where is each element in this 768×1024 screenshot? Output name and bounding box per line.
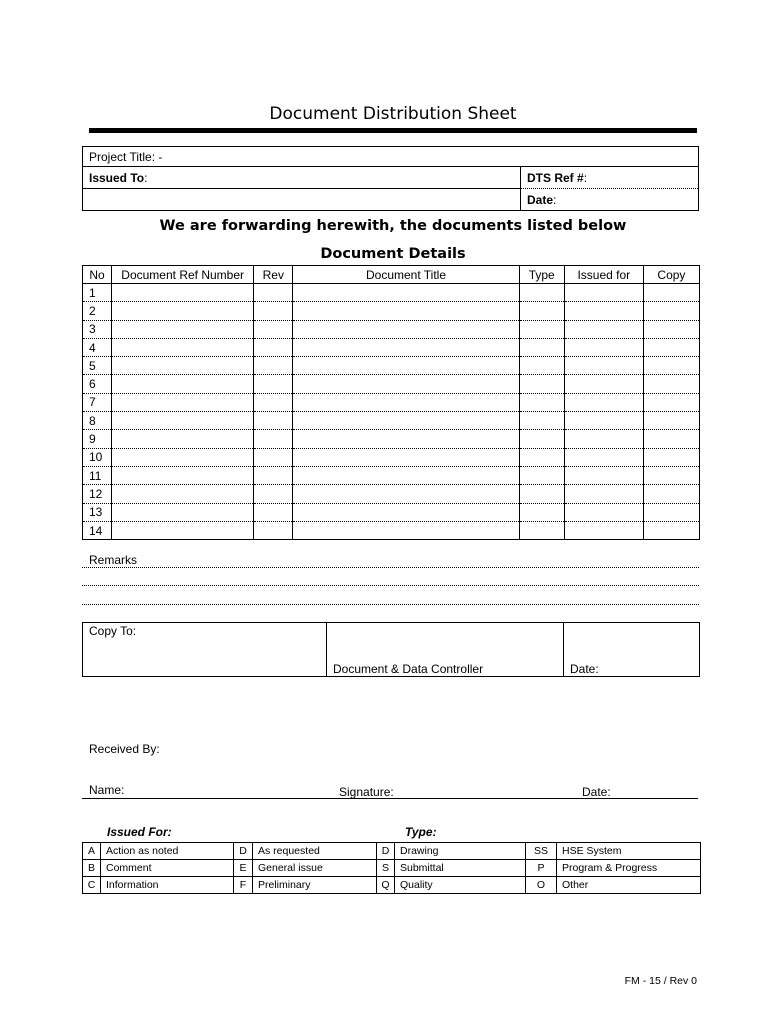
project-title-label: Project Title: - xyxy=(89,149,163,164)
controller-label: Document & Data Controller xyxy=(333,662,484,676)
table-cell-copy[interactable] xyxy=(643,448,699,466)
table-cell-rev[interactable] xyxy=(254,357,293,375)
table-cell-document-ref-number[interactable] xyxy=(112,430,254,448)
table-cell-document-ref-number[interactable] xyxy=(112,320,254,338)
table-cell-issued-for[interactable] xyxy=(564,521,643,539)
remarks-line[interactable] xyxy=(82,585,699,586)
legend-description: Information xyxy=(101,877,234,894)
table-cell-type[interactable] xyxy=(519,320,564,338)
table-row xyxy=(83,430,700,448)
table-cell-type[interactable] xyxy=(519,375,564,393)
copy-to-box xyxy=(82,622,700,677)
column-header: Copy xyxy=(643,266,699,284)
table-cell-document-ref-number[interactable] xyxy=(112,302,254,320)
remarks-line[interactable] xyxy=(82,604,699,605)
table-cell-rev[interactable] xyxy=(254,448,293,466)
form-number: FM - 15 / Rev 0 xyxy=(624,975,697,987)
table-cell-issued-for[interactable] xyxy=(564,393,643,411)
table-cell-rev[interactable] xyxy=(254,466,293,484)
table-cell-rev[interactable] xyxy=(254,302,293,320)
table-cell-issued-for[interactable] xyxy=(564,485,643,503)
table-cell-document-ref-number[interactable] xyxy=(112,466,254,484)
table-cell-copy[interactable] xyxy=(643,521,699,539)
row-number: 12 xyxy=(83,485,112,503)
page-title: Document Distribution Sheet xyxy=(269,104,517,124)
row-number: 3 xyxy=(83,320,112,338)
issued-to-field[interactable] xyxy=(83,167,521,189)
signature-label: Signature: xyxy=(339,785,394,799)
legend-description: Action as noted xyxy=(101,843,234,860)
legend-code: C xyxy=(83,877,101,894)
table-cell-type[interactable] xyxy=(519,302,564,320)
table-row xyxy=(83,320,700,338)
table-cell-document-title[interactable] xyxy=(293,448,519,466)
table-cell-issued-for[interactable] xyxy=(564,448,643,466)
project-title-field[interactable] xyxy=(83,147,699,167)
table-cell-type[interactable] xyxy=(519,485,564,503)
title-underline xyxy=(89,128,697,133)
table-cell-type[interactable] xyxy=(519,357,564,375)
table-cell-rev[interactable] xyxy=(254,485,293,503)
column-header: Document Ref Number xyxy=(112,266,254,284)
table-cell-issued-for[interactable] xyxy=(564,338,643,356)
column-header: Rev xyxy=(254,266,293,284)
table-cell-issued-for[interactable] xyxy=(564,284,643,302)
table-cell-type[interactable] xyxy=(519,430,564,448)
legend-code: S xyxy=(377,860,395,877)
legend-code: B xyxy=(83,860,101,877)
table-row xyxy=(83,412,700,430)
table-cell-issued-for[interactable] xyxy=(564,412,643,430)
copy-date-field[interactable] xyxy=(564,623,700,677)
copy-to-label: Copy To: xyxy=(89,624,137,638)
table-cell-document-ref-number[interactable] xyxy=(112,448,254,466)
table-cell-type[interactable] xyxy=(519,393,564,411)
forwarding-text: We are forwarding herewith, the documents listed below xyxy=(159,218,627,234)
legend-description: As requested xyxy=(253,843,377,860)
table-row xyxy=(83,393,700,411)
table-cell-rev[interactable] xyxy=(254,503,293,521)
table-cell-rev[interactable] xyxy=(254,320,293,338)
dts-ref-field[interactable] xyxy=(521,167,699,189)
row-number: 7 xyxy=(83,393,112,411)
remarks-label: Remarks xyxy=(89,553,138,567)
table-cell-rev[interactable] xyxy=(254,521,293,539)
table-cell-document-ref-number[interactable] xyxy=(112,284,254,302)
dts-ref-label: DTS Ref # xyxy=(527,170,584,185)
copy-to-field[interactable] xyxy=(83,623,327,677)
table-cell-document-title[interactable] xyxy=(293,338,519,356)
table-cell-issued-for[interactable] xyxy=(564,357,643,375)
legend-description: General issue xyxy=(253,860,377,877)
legend-code: D xyxy=(377,843,395,860)
table-cell-issued-for[interactable] xyxy=(564,302,643,320)
table-cell-issued-for[interactable] xyxy=(564,320,643,338)
table-cell-copy[interactable] xyxy=(643,466,699,484)
table-cell-rev[interactable] xyxy=(254,375,293,393)
table-cell-type[interactable] xyxy=(519,466,564,484)
table-cell-document-ref-number[interactable] xyxy=(112,393,254,411)
legend-description: Quality xyxy=(395,877,526,894)
table-cell-document-ref-number[interactable] xyxy=(112,521,254,539)
table-cell-type[interactable] xyxy=(519,521,564,539)
table-cell-document-title[interactable] xyxy=(293,485,519,503)
table-cell-copy[interactable] xyxy=(643,320,699,338)
column-header: No xyxy=(83,266,112,284)
table-cell-copy[interactable] xyxy=(643,393,699,411)
table-cell-copy[interactable] xyxy=(643,375,699,393)
legend-description: Preliminary xyxy=(253,877,377,894)
issued-to-extra-field[interactable] xyxy=(83,189,521,211)
row-number: 6 xyxy=(83,375,112,393)
legend-description: Drawing xyxy=(395,843,526,860)
legend-code: O xyxy=(526,877,557,894)
document-details-table xyxy=(82,265,700,540)
row-number: 4 xyxy=(83,338,112,356)
table-cell-type[interactable] xyxy=(519,503,564,521)
table-cell-type[interactable] xyxy=(519,284,564,302)
table-row xyxy=(83,284,700,302)
table-cell-document-ref-number[interactable] xyxy=(112,375,254,393)
table-cell-copy[interactable] xyxy=(643,338,699,356)
table-cell-issued-for[interactable] xyxy=(564,375,643,393)
table-cell-document-title[interactable] xyxy=(293,430,519,448)
table-row xyxy=(83,521,700,539)
document-details-title: Document Details xyxy=(320,246,466,262)
issued-to-colon: : xyxy=(144,170,148,185)
table-row xyxy=(83,466,700,484)
column-header: Issued for xyxy=(564,266,643,284)
row-number: 10 xyxy=(83,448,112,466)
date-field[interactable] xyxy=(521,189,699,211)
table-cell-type[interactable] xyxy=(519,338,564,356)
row-number: 8 xyxy=(83,412,112,430)
received-by-label: Received By: xyxy=(89,742,160,756)
name-label: Name: xyxy=(89,783,125,797)
date-label: Date xyxy=(527,192,554,207)
table-cell-document-ref-number[interactable] xyxy=(112,485,254,503)
legend-code: D xyxy=(234,843,253,860)
received-date-label: Date: xyxy=(582,785,611,799)
legend-row xyxy=(83,860,701,877)
remarks-line[interactable] xyxy=(82,567,699,568)
signature-line[interactable] xyxy=(82,798,698,799)
type-heading: Type: xyxy=(405,825,437,839)
table-row xyxy=(83,503,700,521)
column-header: Type xyxy=(519,266,564,284)
table-cell-document-ref-number[interactable] xyxy=(112,503,254,521)
table-row xyxy=(83,302,700,320)
table-cell-rev[interactable] xyxy=(254,338,293,356)
header-info-table xyxy=(82,146,699,211)
copy-date-label: Date: xyxy=(570,662,599,676)
legend-code: A xyxy=(83,843,101,860)
row-number: 1 xyxy=(83,284,112,302)
table-cell-copy[interactable] xyxy=(643,430,699,448)
legend-code: F xyxy=(234,877,253,894)
legend-description: Other xyxy=(557,877,701,894)
legend-code: E xyxy=(234,860,253,877)
table-cell-copy[interactable] xyxy=(643,357,699,375)
table-cell-document-ref-number[interactable] xyxy=(112,338,254,356)
legend-description: Program & Progress xyxy=(557,860,701,877)
row-number: 2 xyxy=(83,302,112,320)
legend-row xyxy=(83,843,701,860)
table-cell-document-title[interactable] xyxy=(293,302,519,320)
table-cell-type[interactable] xyxy=(519,448,564,466)
table-row xyxy=(83,485,700,503)
legend-code: P xyxy=(526,860,557,877)
controller-field[interactable] xyxy=(327,623,564,677)
date-colon: : xyxy=(553,192,557,207)
legend-description: Comment xyxy=(101,860,234,877)
table-cell-type[interactable] xyxy=(519,412,564,430)
table-cell-rev[interactable] xyxy=(254,430,293,448)
row-number: 13 xyxy=(83,503,112,521)
table-cell-issued-for[interactable] xyxy=(564,430,643,448)
legend-row xyxy=(83,877,701,894)
table-cell-issued-for[interactable] xyxy=(564,466,643,484)
table-row xyxy=(83,357,700,375)
row-number: 14 xyxy=(83,521,112,539)
table-cell-document-title[interactable] xyxy=(293,503,519,521)
table-cell-document-title[interactable] xyxy=(293,284,519,302)
table-cell-copy[interactable] xyxy=(643,485,699,503)
table-cell-document-title[interactable] xyxy=(293,466,519,484)
table-row xyxy=(83,375,700,393)
table-cell-document-title[interactable] xyxy=(293,521,519,539)
table-cell-rev[interactable] xyxy=(254,284,293,302)
issued-to-label: Issued To xyxy=(89,170,145,185)
table-cell-rev[interactable] xyxy=(254,412,293,430)
table-cell-issued-for[interactable] xyxy=(564,503,643,521)
table-row xyxy=(83,448,700,466)
row-number: 9 xyxy=(83,430,112,448)
table-cell-document-title[interactable] xyxy=(293,393,519,411)
table-cell-copy[interactable] xyxy=(643,412,699,430)
row-number: 11 xyxy=(83,466,112,484)
column-header: Document Title xyxy=(293,266,519,284)
table-cell-copy[interactable] xyxy=(643,284,699,302)
table-cell-document-ref-number[interactable] xyxy=(112,412,254,430)
row-number: 5 xyxy=(83,357,112,375)
issued-for-heading: Issued For: xyxy=(107,825,172,839)
table-cell-document-ref-number[interactable] xyxy=(112,357,254,375)
legend-code: SS xyxy=(526,843,557,860)
legend-code: Q xyxy=(377,877,395,894)
table-cell-copy[interactable] xyxy=(643,503,699,521)
dts-ref-colon: : xyxy=(583,170,588,185)
legend-description: Submittal xyxy=(395,860,526,877)
table-cell-document-title[interactable] xyxy=(293,412,519,430)
table-cell-document-title[interactable] xyxy=(293,357,519,375)
table-cell-document-title[interactable] xyxy=(293,375,519,393)
table-cell-rev[interactable] xyxy=(254,393,293,411)
table-cell-copy[interactable] xyxy=(643,302,699,320)
table-row xyxy=(83,338,700,356)
legend-description: HSE System xyxy=(557,843,701,860)
table-cell-document-title[interactable] xyxy=(293,320,519,338)
legend-table xyxy=(82,842,701,894)
